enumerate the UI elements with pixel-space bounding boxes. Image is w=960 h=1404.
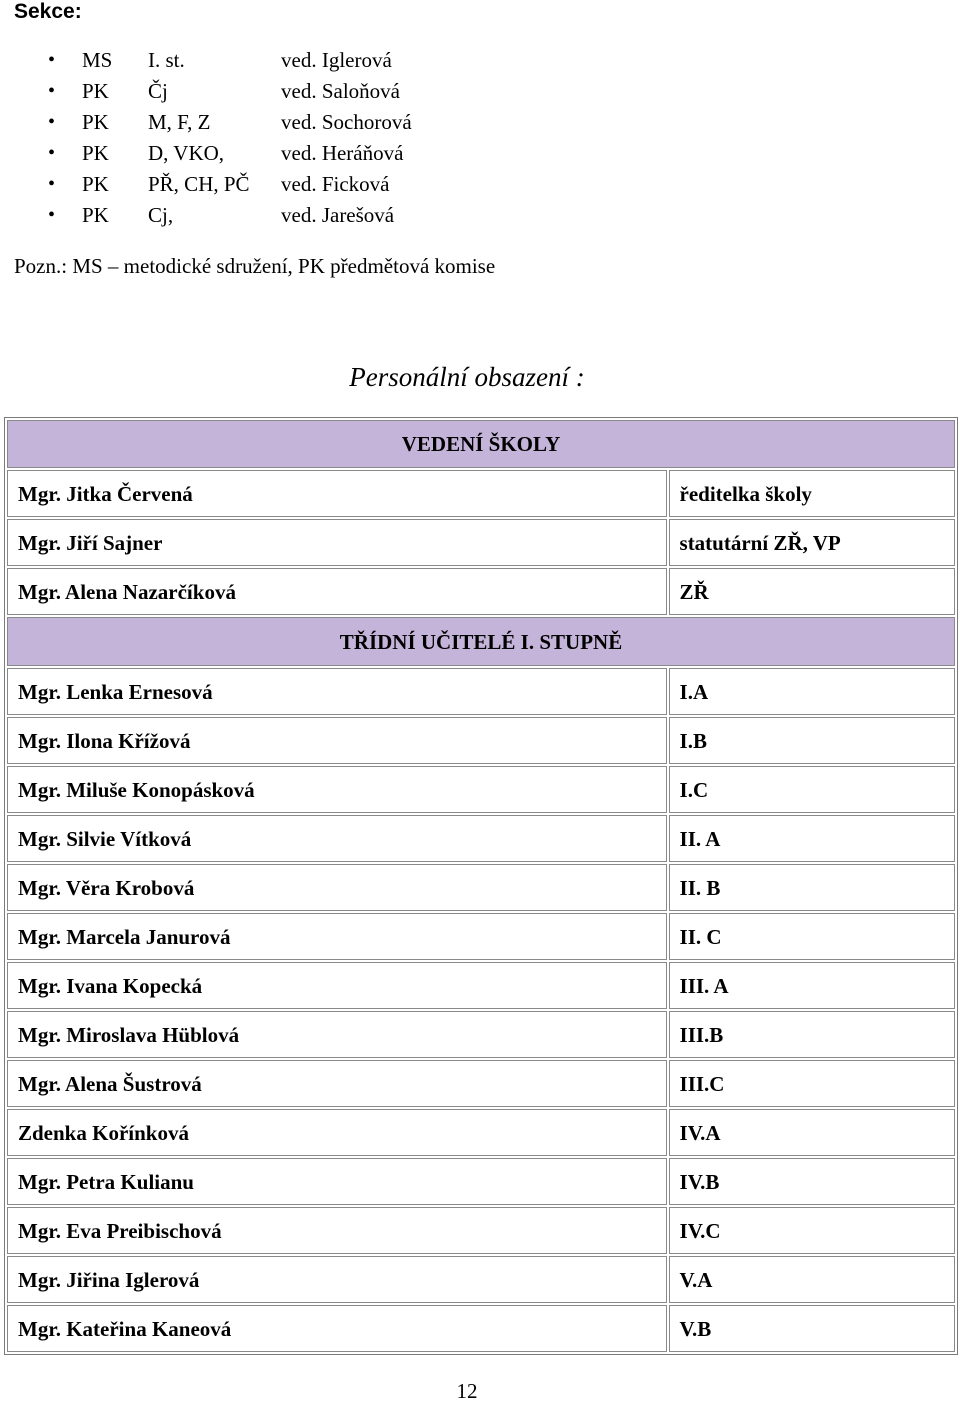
- ucitel-row: [7, 864, 955, 911]
- staff-class: II. B: [669, 864, 955, 911]
- bullet-icon: •: [48, 49, 56, 71]
- sekce-item: [0, 138, 960, 169]
- ucitel-row: [7, 815, 955, 862]
- sekce-item: [0, 169, 960, 200]
- section-title: Personální obsazení :: [349, 362, 585, 392]
- ucitel-row: [7, 1060, 955, 1107]
- ucitel-row: [7, 1207, 955, 1254]
- ucitele-header: [7, 617, 955, 666]
- staff-name: Mgr. Věra Krobová: [7, 864, 667, 911]
- staff-role: ZŘ: [669, 568, 955, 615]
- ucitel-row: [7, 717, 955, 764]
- ucitele-header-cell: TŘÍDNÍ UČITELÉ I. STUPNĚ: [7, 617, 955, 666]
- staff-name: Mgr. Jiřina Iglerová: [7, 1256, 667, 1303]
- bullet-icon: •: [48, 111, 56, 133]
- ucitel-row: [7, 1305, 955, 1352]
- staff-name: Zdenka Kořínková: [7, 1109, 667, 1156]
- staff-table-body: [7, 420, 955, 1352]
- staff-role: ředitelka školy: [669, 470, 955, 517]
- ucitel-row: [7, 1256, 955, 1303]
- staff-name: Mgr. Jitka Červená: [7, 470, 667, 517]
- sekce-item: [0, 107, 960, 138]
- ucitel-row: [7, 766, 955, 813]
- staff-name: Mgr. Miroslava Hüblová: [7, 1011, 667, 1058]
- sekce-item-type: PK: [82, 141, 109, 165]
- sekce-item: [0, 200, 960, 231]
- ucitel-row: [7, 913, 955, 960]
- staff-name: Mgr. Miluše Konopásková: [7, 766, 667, 813]
- staff-class: I.C: [669, 766, 955, 813]
- staff-name: Mgr. Eva Preibischová: [7, 1207, 667, 1254]
- ucitel-row: [7, 668, 955, 715]
- sekce-item-subject: Cj,: [148, 203, 174, 227]
- sekce-item-lead: ved. Saloňová: [281, 79, 400, 103]
- abbreviation-note: Pozn.: MS – metodické sdružení, PK předmětová komise: [14, 254, 496, 278]
- vedeni-header: [7, 420, 955, 468]
- bullet-icon: •: [48, 173, 56, 195]
- ucitel-row: [7, 1011, 955, 1058]
- staff-name: Mgr. Jiří Sajner: [7, 519, 667, 566]
- bullet-icon: •: [48, 80, 56, 102]
- staff-name: Mgr. Silvie Vítková: [7, 815, 667, 862]
- sekce-heading: Sekce:: [14, 0, 82, 23]
- sekce-item-lead: ved. Iglerová: [281, 48, 392, 72]
- ucitel-row: [7, 1158, 955, 1205]
- sekce-item: [0, 76, 960, 107]
- staff-class: I.B: [669, 717, 955, 764]
- ucitel-row: [7, 962, 955, 1009]
- page-number: 12: [456, 1379, 478, 1403]
- staff-name: Mgr. Alena Nazarčíková: [7, 568, 667, 615]
- staff-name: Mgr. Ivana Kopecká: [7, 962, 667, 1009]
- staff-class: V.B: [669, 1305, 955, 1352]
- sekce-item: [0, 45, 960, 76]
- sekce-item-subject: PŘ, CH, PČ: [148, 172, 250, 196]
- vedeni-row: [7, 470, 955, 517]
- sekce-item-type: PK: [82, 172, 109, 196]
- sekce-item-lead: ved. Jarešová: [281, 203, 395, 227]
- bullet-icon: •: [48, 142, 56, 164]
- vedeni-row: [7, 568, 955, 615]
- staff-class: IV.C: [669, 1207, 955, 1254]
- sekce-item-subject: Čj: [148, 79, 168, 103]
- vedeni-row: [7, 519, 955, 566]
- staff-name: Mgr. Petra Kulianu: [7, 1158, 667, 1205]
- staff-name: Mgr. Alena Šustrová: [7, 1060, 667, 1107]
- staff-class: IV.A: [669, 1109, 955, 1156]
- staff-class: III.C: [669, 1060, 955, 1107]
- staff-name: Mgr. Lenka Ernesová: [7, 668, 667, 715]
- sekce-item-subject: I. st.: [148, 48, 185, 72]
- sekce-item-type: PK: [82, 203, 109, 227]
- staff-class: III.B: [669, 1011, 955, 1058]
- sekce-item-subject: M, F, Z: [148, 110, 211, 134]
- sekce-list: [0, 45, 960, 231]
- sekce-item-subject: D, VKO,: [148, 141, 225, 165]
- staff-class: III. A: [669, 962, 955, 1009]
- staff-table: [4, 417, 958, 1355]
- vedeni-header-cell: VEDENÍ ŠKOLY: [7, 420, 955, 468]
- staff-name: Mgr. Kateřina Kaneová: [7, 1305, 667, 1352]
- sekce-item-lead: ved. Heráňová: [281, 141, 404, 165]
- sekce-item-type: PK: [82, 110, 109, 134]
- sekce-item-type: MS: [82, 48, 113, 72]
- staff-role: statutární ZŘ, VP: [669, 519, 955, 566]
- staff-name: Mgr. Ilona Křížová: [7, 717, 667, 764]
- staff-class: II. C: [669, 913, 955, 960]
- sekce-item-lead: ved. Sochorová: [281, 110, 412, 134]
- sekce-item-type: PK: [82, 79, 109, 103]
- staff-class: IV.B: [669, 1158, 955, 1205]
- staff-class: I.A: [669, 668, 955, 715]
- staff-class: V.A: [669, 1256, 955, 1303]
- ucitel-row: [7, 1109, 955, 1156]
- sekce-item-lead: ved. Ficková: [281, 172, 390, 196]
- bullet-icon: •: [48, 204, 56, 226]
- staff-class: II. A: [669, 815, 955, 862]
- staff-name: Mgr. Marcela Janurová: [7, 913, 667, 960]
